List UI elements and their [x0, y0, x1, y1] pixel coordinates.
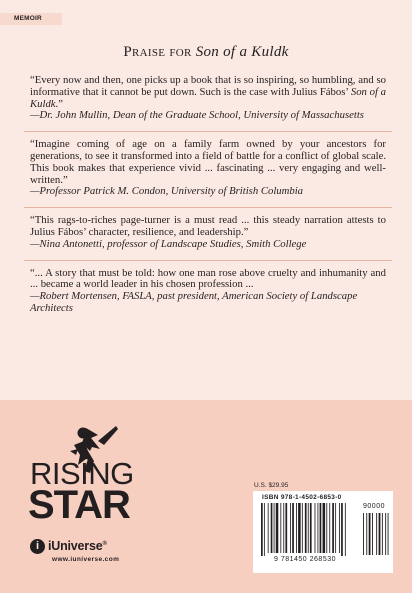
quote-text: “This rags-to-riches page-turner is a must read ... this steady narration attests to Julius Fábos’ character, resilience, and leadership.”	[30, 214, 386, 238]
praise-quotes	[30, 75, 386, 315]
iuniverse-icon: i	[30, 539, 45, 554]
barcode-digits: 9 781450 268530	[274, 556, 336, 563]
publisher-name: iUniverse®	[48, 539, 107, 553]
publisher-logo	[30, 536, 107, 556]
book-title: Son of a Kuldk	[195, 44, 289, 60]
quote-divider	[24, 131, 392, 132]
quote-divider	[24, 207, 392, 208]
barcode-bars	[257, 503, 391, 557]
quote-text: “Every now and then, one picks up a book that is so inspiring, so humbling, and so informative that it cannot be put down. Such is the case with Julius Fábos’ Son of a Kuldk.”	[30, 74, 386, 110]
isbn-number: ISBN 978-1-4502-6853-0	[262, 494, 342, 501]
publisher-url: www.iuniverse.com	[52, 556, 120, 563]
quote-attribution: —Robert Mortensen, FASLA, past president, American Society of Landscape Architects	[30, 290, 358, 314]
genre-label: MEMOIR	[0, 13, 62, 25]
imprint-logo	[22, 425, 182, 585]
quote-attribution: —Nina Antonetti, professor of Landscape Studies, Smith College	[30, 237, 307, 250]
imprint-name-star: STAR	[28, 483, 130, 527]
barcode	[253, 491, 393, 573]
quote-attribution: —Dr. John Mullin, Dean of the Graduate School, University of Massachusetts	[30, 109, 364, 122]
quote-text: “Imagine coming of age on a family farm owned by your ancestors for generations, to see it transformed into a field of battle for a conflict of global scale. This book makes that experience vivid ... fascinating ... very engaging and well-written.”	[30, 138, 386, 186]
imprint-name-rising: RISING	[30, 456, 134, 491]
barcode-addon-digits: 90000	[363, 503, 385, 510]
price-label: U.S. $29.95	[254, 482, 289, 489]
praise-heading-prefix: Praise for	[123, 44, 192, 60]
praise-heading	[0, 44, 412, 61]
quote-text: “... A story that must be told: how one man rose above cruelty and inhumanity and ... became a world leader in his chosen profession ...	[30, 266, 386, 291]
quote-attribution: —Professor Patrick M. Condon, University of British Columbia	[30, 185, 304, 198]
quote-divider	[24, 260, 392, 261]
